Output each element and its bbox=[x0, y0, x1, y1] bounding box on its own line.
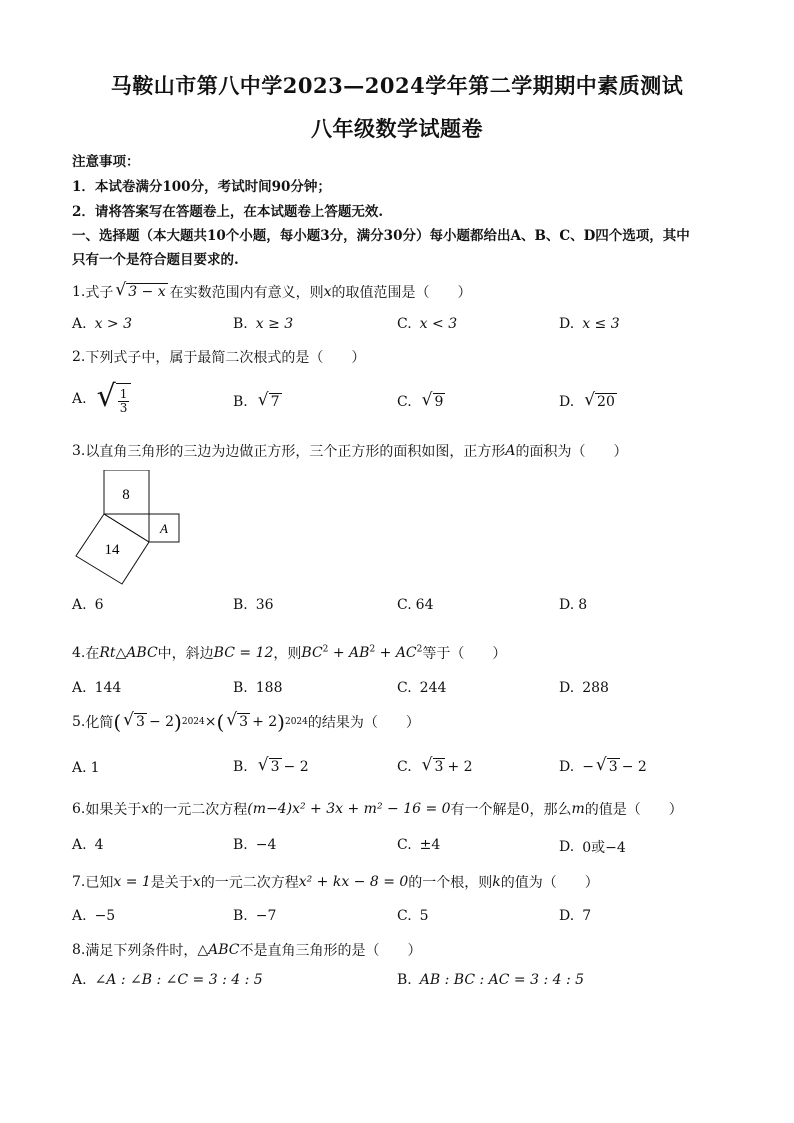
question-text: ，那么 bbox=[529, 802, 572, 818]
q3-option-c: C. 64 bbox=[397, 597, 434, 613]
q4-option-b: B. 188 bbox=[233, 680, 283, 696]
section-instructions-line1: 一、选择题（本大题共10个小题，每小题3分，满分30分）每小题都给出A、B、C、D四个选项，其中 bbox=[72, 228, 690, 244]
question-number: 1. bbox=[72, 284, 86, 300]
question-text: 等于（ ） bbox=[422, 646, 507, 662]
question-text: 的一元二次方程 bbox=[200, 875, 299, 891]
square-top-label: 8 bbox=[122, 487, 130, 503]
power-expression-1: ( √ 3 − 2 ) 2024 bbox=[113, 710, 205, 734]
q2-option-a: A. √ $\frac{1}{3}$ bbox=[72, 383, 133, 415]
variable-x: x bbox=[141, 801, 150, 817]
question-text: 的结果为（ ） bbox=[307, 715, 420, 731]
q4-option-a: A. 144 bbox=[72, 680, 122, 696]
question-4 bbox=[72, 643, 506, 663]
q7-option-b: B. −7 bbox=[233, 908, 277, 924]
q3-option-a: A. 6 bbox=[72, 597, 104, 613]
quadratic-equation: (m−4)x² + 3x + m² − 16 = 0 bbox=[247, 801, 451, 817]
notes-item-1: 1．本试卷满分100分，考试时间90分钟； bbox=[72, 179, 331, 195]
question-text: 如果关于 bbox=[85, 802, 142, 818]
q4-option-d: D. 288 bbox=[559, 680, 609, 696]
q1-option-c: C. x < 3 bbox=[397, 316, 458, 332]
q2-option-b: B. √ 7 bbox=[233, 390, 280, 410]
q6-option-d: D. 0或−4 bbox=[559, 839, 626, 856]
q5-option-a: A. 1 bbox=[72, 760, 100, 776]
q7-option-d: D. 7 bbox=[559, 908, 592, 924]
quadratic-equation: x² + kx − 8 = 0 bbox=[298, 874, 409, 890]
question-number: 6. bbox=[72, 801, 86, 817]
q1-option-d: D. x ≤ 3 bbox=[559, 316, 620, 332]
exam-title-line1: 马鞍山市第八中学2023—2024学年第二学期期中素质测试 bbox=[110, 73, 684, 98]
question-text: ，则 bbox=[273, 646, 302, 662]
question-text: 满足下列条件时， bbox=[85, 943, 198, 959]
question-text: 以直角三角形的三边为边做正方形，三个正方形的面积如图，正方形 bbox=[85, 444, 506, 460]
question-text: 在实数范围内有意义，则 bbox=[169, 285, 324, 301]
triangle-name: Rt△ABC bbox=[99, 645, 158, 661]
hypotenuse-condition: BC = 12 bbox=[213, 645, 274, 661]
squares-figure bbox=[72, 470, 184, 590]
question-text: 的值为（ ） bbox=[500, 875, 599, 891]
q5-option-d: D. − √ 3 − 2 bbox=[559, 755, 647, 775]
notes-item-2: 2．请将答案写在答题卷上，在本试题卷上答题无效. bbox=[72, 204, 384, 220]
question-number: 8. bbox=[72, 942, 86, 958]
fraction: $\frac{1}{3}$ bbox=[119, 387, 128, 416]
q3-option-b: B. 36 bbox=[233, 597, 274, 613]
question-text: 有一个解是 bbox=[450, 802, 521, 818]
q1-option-b: B. x ≥ 3 bbox=[233, 316, 294, 332]
question-number: 2. bbox=[72, 349, 86, 365]
question-text: 是关于 bbox=[150, 875, 193, 891]
question-text: 化简 bbox=[85, 715, 114, 731]
question-text: 在 bbox=[85, 646, 100, 662]
given-condition: x = 1 bbox=[113, 874, 151, 890]
question-text: 的取值范围是（ ） bbox=[331, 285, 472, 301]
question-number: 5. bbox=[72, 714, 86, 730]
question-5 bbox=[72, 712, 420, 732]
sqrt-expression: √ 3 − x bbox=[115, 280, 166, 301]
question-text: 中，斜边 bbox=[157, 646, 214, 662]
exam-title-line2: 八年级数学试题卷 bbox=[311, 116, 483, 141]
question-2 bbox=[72, 347, 365, 367]
q2-option-c: C. √ 9 bbox=[397, 390, 444, 410]
question-1 bbox=[72, 282, 472, 302]
sqrt-expression: √ 9 bbox=[421, 390, 444, 410]
pythagoras-squares-diagram bbox=[72, 470, 184, 586]
q3-option-d: D. 8 bbox=[559, 597, 588, 613]
question-7 bbox=[72, 872, 599, 892]
q6-option-c: C. ±4 bbox=[397, 837, 441, 853]
variable-m: m bbox=[571, 801, 585, 817]
root-value: 0 bbox=[520, 801, 530, 817]
power-expression-2: ( √ 3 + 2 ) 2024 bbox=[216, 710, 308, 734]
q1-option-a: A. x > 3 bbox=[72, 316, 132, 332]
question-text: 下列式子中，属于最简二次根式的是（ ） bbox=[85, 350, 366, 366]
q7-option-a: A. −5 bbox=[72, 908, 116, 924]
sqrt-expression: √ 20 bbox=[584, 390, 615, 410]
q5-option-b: B. √ 3 − 2 bbox=[233, 755, 309, 775]
question-6 bbox=[72, 799, 683, 819]
q4-option-c: C. 244 bbox=[397, 680, 447, 696]
variable-a: A bbox=[505, 443, 516, 459]
question-3 bbox=[72, 441, 627, 461]
section-instructions-line2: 只有一个是符合题目要求的. bbox=[72, 252, 239, 268]
sqrt-expression: √ 7 bbox=[257, 390, 280, 410]
q8-option-a: A. ∠A : ∠B : ∠C = 3 : 4 : 5 bbox=[72, 972, 263, 988]
q6-option-b: B. −4 bbox=[233, 837, 277, 853]
square-small-label: A bbox=[160, 521, 168, 536]
q7-option-c: C. 5 bbox=[397, 908, 429, 924]
q8-option-b: B. AB : BC : AC = 3 : 4 : 5 bbox=[397, 972, 585, 988]
squared-sum-expression: $BC^2 + AB^2 + AC^2$ bbox=[301, 644, 423, 661]
question-text: 的一个根，则 bbox=[408, 875, 493, 891]
variable-k: k bbox=[492, 874, 501, 890]
question-text: 的面积为（ ） bbox=[515, 444, 628, 460]
q6-option-a: A. 4 bbox=[72, 837, 104, 853]
notes-heading: 注意事项： bbox=[72, 154, 140, 170]
square-bottom-label: 14 bbox=[104, 542, 120, 558]
question-number: 3. bbox=[72, 443, 86, 459]
question-text: 的一元二次方程 bbox=[149, 802, 248, 818]
question-number: 7. bbox=[72, 874, 86, 890]
variable-x: x bbox=[323, 284, 332, 300]
q5-option-c: C. √ 3 + 2 bbox=[397, 755, 473, 775]
question-text: 已知 bbox=[85, 875, 114, 891]
question-text: 不是直角三角形的是（ ） bbox=[239, 943, 422, 959]
variable-x: x bbox=[192, 874, 201, 890]
question-8 bbox=[72, 940, 422, 960]
question-number: 4. bbox=[72, 645, 86, 661]
question-text: 式子 bbox=[85, 285, 114, 301]
triangle-name: △ABC bbox=[197, 942, 240, 958]
question-text: 的值是（ ） bbox=[584, 802, 683, 818]
q2-option-d: D. √ 20 bbox=[559, 390, 615, 410]
sqrt-expression: √ $\frac{1}{3}$ bbox=[97, 383, 132, 415]
times-sign: × bbox=[204, 714, 217, 730]
